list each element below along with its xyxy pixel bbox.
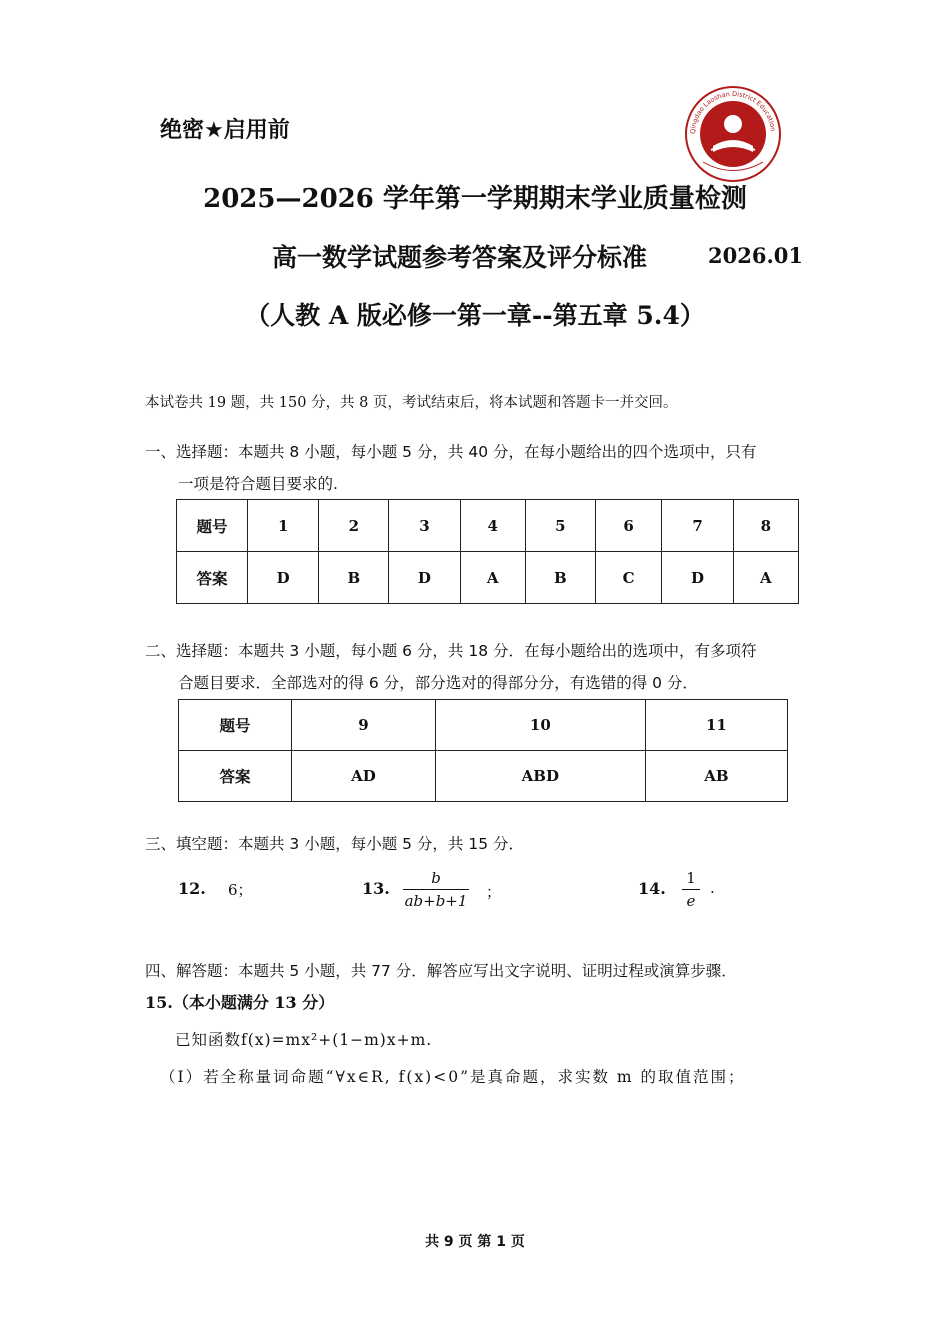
q12-label: 12.	[178, 879, 206, 898]
q13-denominator: ab+b+1	[404, 892, 468, 910]
question-number-cell: 1	[248, 500, 319, 552]
question-number-cell: 10	[435, 700, 645, 751]
question-number-cell: 4	[460, 500, 525, 552]
answer-cell: ABD	[435, 751, 645, 802]
q14-end: .	[710, 879, 715, 897]
answer-cell: D	[389, 552, 460, 604]
document-title: 2025—2026 学年第一学期期末学业质量检测	[203, 184, 747, 214]
question-number-cell: 6	[595, 500, 662, 552]
textbook-scope: （人教 A 版必修一第一章--第五章 5.4）	[245, 301, 705, 330]
q13-label: 13.	[362, 879, 390, 898]
section1-heading	[145, 436, 805, 500]
function-definition: 已知函数f(x)=mx²+(1−m)x+m.	[175, 1031, 433, 1049]
answer-cell: C	[595, 552, 662, 604]
q14-fraction	[682, 869, 700, 910]
answer-cell: AB	[645, 751, 787, 802]
table-row	[177, 552, 799, 604]
table-header-cell: 题号	[179, 700, 292, 751]
question-number-cell: 2	[319, 500, 389, 552]
table-row	[177, 500, 799, 552]
q12-answer: 6；	[228, 881, 253, 899]
section2-line1: 二、选择题：本题共 3 小题，每小题 6 分，共 18 分．在每小题给出的选项中，有多项符	[145, 642, 757, 660]
section2-heading	[145, 635, 805, 699]
document-subtitle: 高一数学试题参考答案及评分标准	[272, 243, 648, 272]
svg-text:Qingdao Laoshan District Educa: Qingdao Laoshan District Education	[688, 89, 777, 135]
table-header-cell: 题号	[177, 500, 248, 552]
question15-title: 15.（本小题满分 13 分）	[145, 993, 335, 1012]
answer-cell: A	[460, 552, 525, 604]
q13-fraction	[403, 869, 469, 910]
answer-cell: B	[319, 552, 389, 604]
question-number-cell: 5	[525, 500, 595, 552]
question-number-cell: 8	[733, 500, 798, 552]
table-header-cell: 答案	[177, 552, 248, 604]
q14-label: 14.	[638, 879, 666, 898]
q13-numerator: b	[431, 869, 441, 887]
section1-line2: 一项是符合题目要求的.	[178, 475, 338, 493]
q13-separator: ；	[486, 883, 502, 901]
exam-intro: 本试卷共 19 题，共 150 分，共 8 页，考试结束后，将本试题和答题卡一并交回。	[145, 395, 678, 411]
section1-line1: 一、选择题：本题共 8 小题，每小题 5 分，共 40 分，在每小题给出的四个选项中，只有	[145, 443, 757, 461]
question-number-cell: 3	[389, 500, 460, 552]
school-logo-icon	[683, 84, 783, 184]
section2-answer-table	[178, 699, 788, 802]
question-number-cell: 9	[292, 700, 436, 751]
answer-cell: A	[733, 552, 798, 604]
table-row	[179, 700, 788, 751]
answer-cell: AD	[292, 751, 436, 802]
table-header-cell: 答案	[179, 751, 292, 802]
answer-cell: D	[248, 552, 319, 604]
fraction-bar	[403, 889, 469, 890]
question-number-cell: 7	[662, 500, 733, 552]
page-footer: 共 9 页 第 1 页	[425, 1234, 525, 1250]
document-date: 2026.01	[708, 243, 803, 268]
section2-line2: 合题目要求．全部选对的得 6 分，部分选对的得部分分，有选错的得 0 分．	[178, 674, 698, 692]
answer-cell: D	[662, 552, 733, 604]
confidential-label: 绝密★启用前	[160, 118, 290, 143]
section3-heading: 三、填空题：本题共 3 小题，每小题 5 分，共 15 分．	[145, 835, 525, 853]
answer-cell: B	[525, 552, 595, 604]
q14-numerator: 1	[686, 869, 696, 887]
question15-part1: （Ⅰ）若全称量词命题“∀x∈R, f(x)<0”是真命题，求实数 m 的取值范围；	[160, 1068, 746, 1086]
section1-answer-table	[176, 499, 799, 604]
q14-denominator: e	[686, 892, 696, 910]
table-row	[179, 751, 788, 802]
section4-heading: 四、解答题：本题共 5 小题，共 77 分．解答应写出文字说明、证明过程或演算步骤．	[145, 962, 737, 980]
fraction-bar	[682, 889, 700, 890]
question-number-cell: 11	[645, 700, 787, 751]
